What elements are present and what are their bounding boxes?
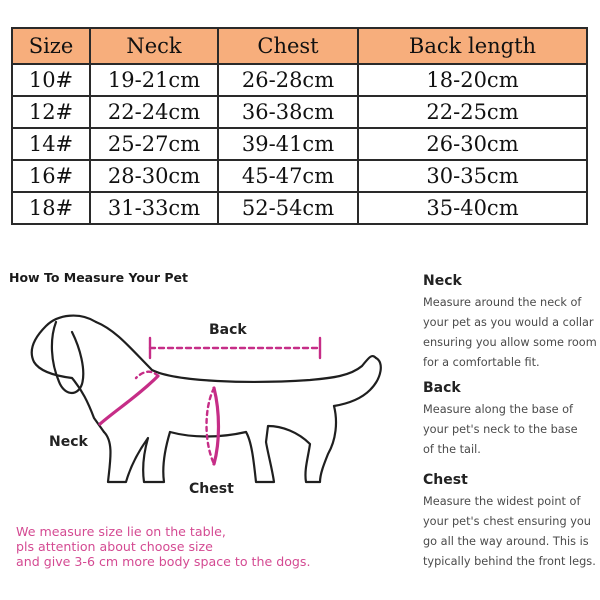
description-line: Measure around the neck of xyxy=(423,296,582,309)
description-line: your pet as you would a collar xyxy=(423,316,594,329)
measurement-note xyxy=(16,524,396,569)
cell-size: 12# xyxy=(12,96,90,128)
cell-chest: 36-38cm xyxy=(218,96,358,128)
header-back-length: Back length xyxy=(358,28,587,64)
neck-measure-loop xyxy=(100,376,158,424)
description-line: your pet's neck to the base xyxy=(423,423,578,436)
cell-size: 16# xyxy=(12,160,90,192)
table-row xyxy=(12,128,587,160)
chest-description-title: Chest xyxy=(423,472,468,488)
cell-size: 10# xyxy=(12,64,90,96)
chest-label: Chest xyxy=(189,481,234,497)
cell-size: 14# xyxy=(12,128,90,160)
cell-neck: 22-24cm xyxy=(90,96,218,128)
description-line: go all the way around. This is xyxy=(423,535,589,548)
chest-measure-loop xyxy=(214,388,219,464)
header-chest: Chest xyxy=(218,28,358,64)
note-line: and give 3-6 cm more body space to the dogs. xyxy=(16,554,311,569)
neck-description xyxy=(423,273,598,373)
cell-chest: 52-54cm xyxy=(218,192,358,224)
back-description xyxy=(423,380,598,460)
size-chart-table xyxy=(11,27,588,225)
cell-back-length: 26-30cm xyxy=(358,128,587,160)
cell-chest: 26-28cm xyxy=(218,64,358,96)
neck-description-text xyxy=(423,293,598,373)
description-line: Measure the widest point of xyxy=(423,495,581,508)
description-line: typically behind the front legs. xyxy=(423,555,596,568)
table-row xyxy=(12,192,587,224)
description-line: your pet's chest ensuring you xyxy=(423,515,591,528)
cell-size: 18# xyxy=(12,192,90,224)
dog-ear-outline xyxy=(52,322,83,393)
back-description-text xyxy=(423,400,598,460)
back-label: Back xyxy=(209,322,247,338)
cell-chest: 45-47cm xyxy=(218,160,358,192)
neck-description-title: Neck xyxy=(423,273,462,289)
dog-head-outline xyxy=(32,316,104,432)
cell-neck: 25-27cm xyxy=(90,128,218,160)
cell-neck: 31-33cm xyxy=(90,192,218,224)
guide-title: How To Measure Your Pet xyxy=(9,270,188,285)
back-description-title: Back xyxy=(423,380,461,396)
description-line: Measure along the base of xyxy=(423,403,574,416)
cell-back-length: 35-40cm xyxy=(358,192,587,224)
chest-description xyxy=(423,472,598,572)
note-line: pls attention about choose size xyxy=(16,539,213,554)
cell-neck: 28-30cm xyxy=(90,160,218,192)
description-line: ensuring you allow some room xyxy=(423,336,597,349)
header-neck: Neck xyxy=(90,28,218,64)
description-line: of the tail. xyxy=(423,443,481,456)
cell-back-length: 22-25cm xyxy=(358,96,587,128)
chest-measure-loop-back xyxy=(207,388,215,464)
cell-back-length: 18-20cm xyxy=(358,64,587,96)
dog-front-leg-outline xyxy=(104,432,170,482)
note-line: We measure size lie on the table, xyxy=(16,524,226,539)
dog-tail-outline xyxy=(334,358,381,406)
header-size: Size xyxy=(12,28,90,64)
neck-label: Neck xyxy=(49,434,88,450)
cell-neck: 19-21cm xyxy=(90,64,218,96)
description-line: for a comfortable fit. xyxy=(423,356,540,369)
table-row xyxy=(12,96,587,128)
table-row xyxy=(12,160,587,192)
table-header-row xyxy=(12,28,587,64)
chest-description-text xyxy=(423,492,598,572)
dog-hind-leg-outline xyxy=(246,406,336,482)
table-row xyxy=(12,64,587,96)
cell-chest: 39-41cm xyxy=(218,128,358,160)
cell-back-length: 30-35cm xyxy=(358,160,587,192)
